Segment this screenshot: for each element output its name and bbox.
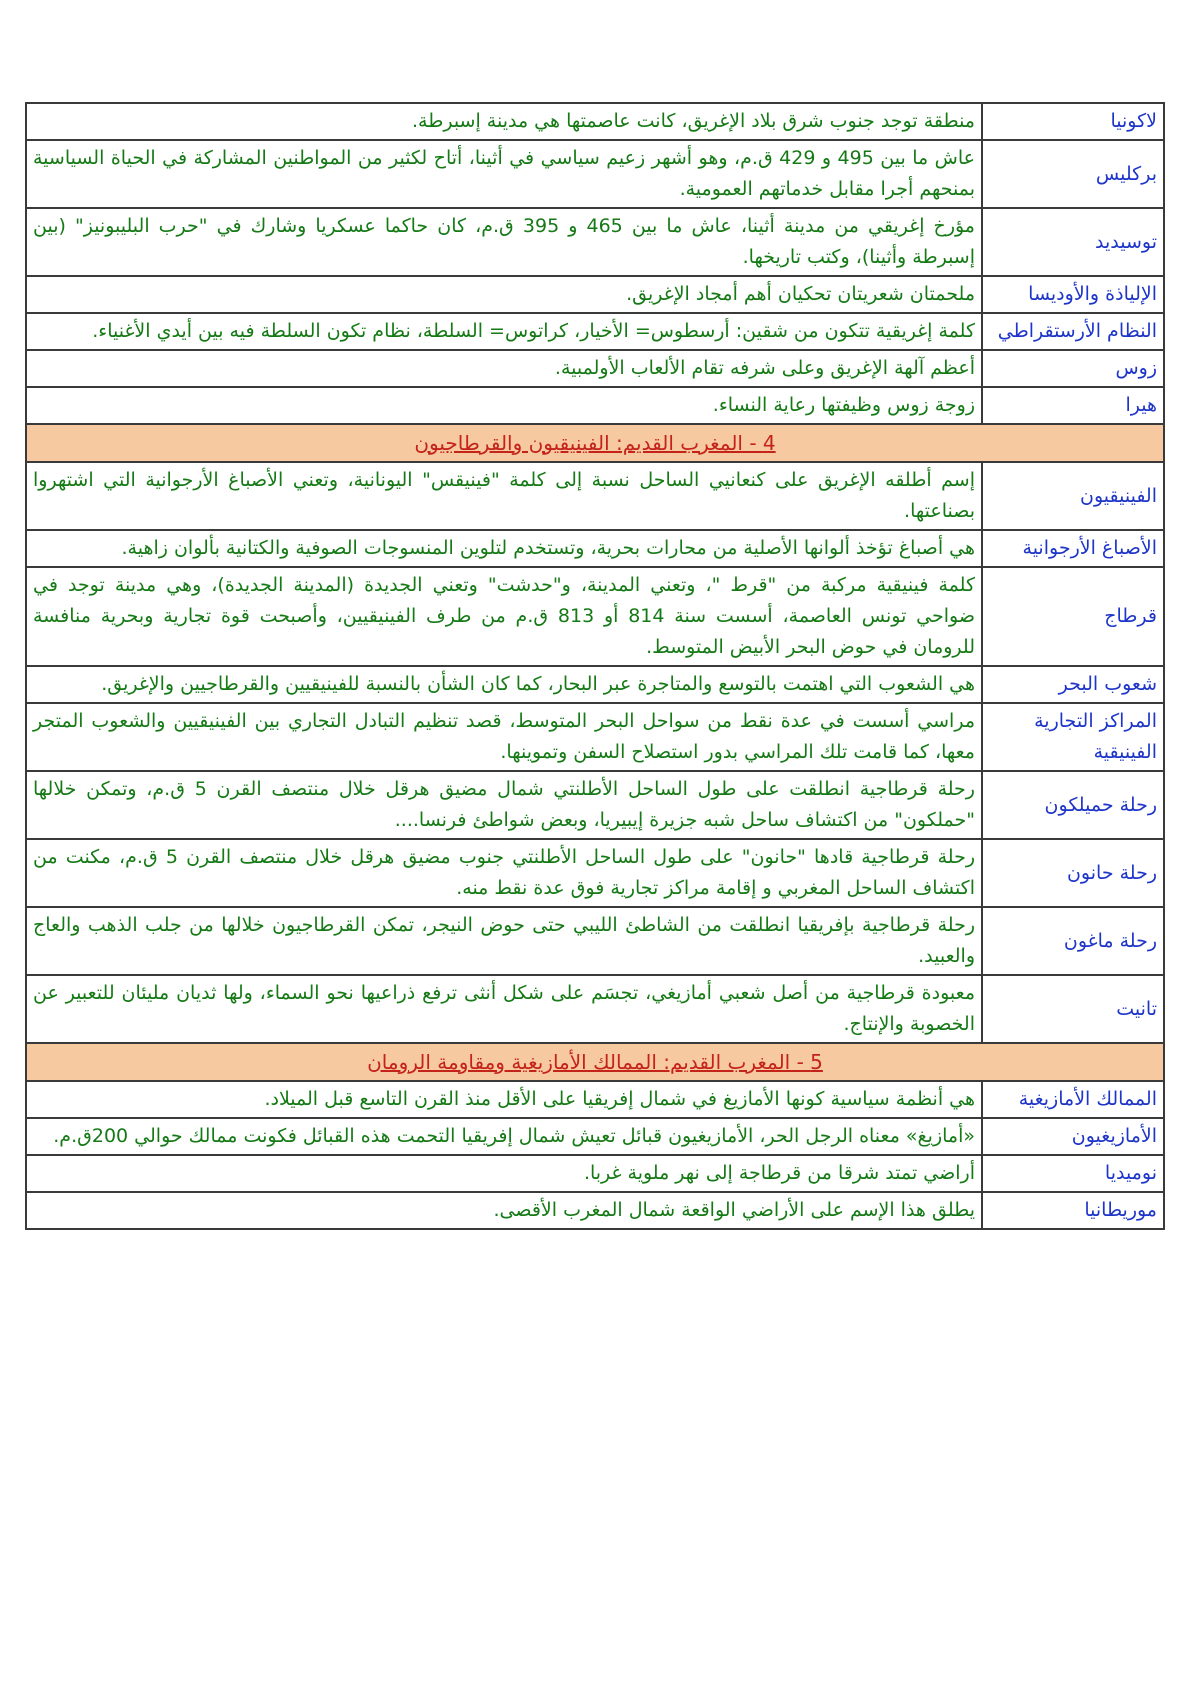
definition-cell: منطقة توجد جنوب شرق بلاد الإغريق، كانت عاصمتها هي مدينة إسبرطة.: [26, 103, 982, 140]
glossary-row: [26, 839, 1164, 907]
glossary-row: [26, 666, 1164, 703]
glossary-row: [26, 387, 1164, 424]
definition-cell: رحلة قرطاجية بإفريقيا انطلقت من الشاطئ الليبي حتى حوض النيجر، تمكن القرطاجيون خلالها من جلب الذهب والعاج والعبيد.: [26, 907, 982, 975]
section-title: 5 - المغرب القديم: الممالك الأمازيغية ومقاومة الرومان: [367, 1050, 823, 1074]
section-header-row: [26, 1043, 1164, 1081]
term-cell: الإلياذة والأوديسا: [982, 276, 1164, 313]
term-cell: رحلة حميلكون: [982, 771, 1164, 839]
definition-cell: «أمازيغ» معناه الرجل الحر، الأمازيغيون قبائل تعيش شمال إفريقيا التحمت هذه القبائل فكونت ممالك حوالي 200ق.م.: [26, 1118, 982, 1155]
definition-cell: هي الشعوب التي اهتمت بالتوسع والمتاجرة عبر البحار، كما كان الشأن بالنسبة للفينيقيين والقرطاجيين والإغريق.: [26, 666, 982, 703]
definition-cell: رحلة قرطاجية قادها "حانون" على طول الساحل الأطلنتي جنوب مضيق هرقل خلال منتصف القرن 5 ق.م، مكنت من اكتشاف الساحل المغربي و إقامة مراكز تجارية فوق عدة نقط منه.: [26, 839, 982, 907]
glossary-row: [26, 1155, 1164, 1192]
term-cell: تانيت: [982, 975, 1164, 1043]
glossary-row: [26, 140, 1164, 208]
term-cell: الممالك الأمازيغية: [982, 1081, 1164, 1118]
glossary-row: [26, 530, 1164, 567]
section-header-cell: [26, 424, 1164, 462]
glossary-table: [25, 102, 1165, 1230]
term-cell: رحلة حانون: [982, 839, 1164, 907]
glossary-row: [26, 567, 1164, 666]
glossary-row: [26, 1081, 1164, 1118]
term-cell: هيرا: [982, 387, 1164, 424]
glossary-row: [26, 208, 1164, 276]
document-page: [25, 102, 1165, 1230]
glossary-row: [26, 771, 1164, 839]
definition-cell: أعظم آلهة الإغريق وعلى شرفه تقام الألعاب الأولمبية.: [26, 350, 982, 387]
term-cell: نوميديا: [982, 1155, 1164, 1192]
definition-cell: ملحمتان شعريتان تحكيان أهم أمجاد الإغريق.: [26, 276, 982, 313]
term-cell: المراكز التجارية الفينيقية: [982, 703, 1164, 771]
definition-cell: يطلق هذا الإسم على الأراضي الواقعة شمال المغرب الأقصى.: [26, 1192, 982, 1229]
section-title: 4 - المغرب القديم: الفينيقيون والقرطاجيون: [414, 431, 776, 455]
term-cell: توسيديد: [982, 208, 1164, 276]
definition-cell: زوجة زوس وظيفتها رعاية النساء.: [26, 387, 982, 424]
glossary-body: [26, 103, 1164, 1229]
glossary-row: [26, 462, 1164, 530]
term-cell: الفينيقيون: [982, 462, 1164, 530]
glossary-row: [26, 276, 1164, 313]
definition-cell: أراضي تمتد شرقا من قرطاجة إلى نهر ملوية غربا.: [26, 1155, 982, 1192]
term-cell: الأمازيغيون: [982, 1118, 1164, 1155]
term-cell: موريطانيا: [982, 1192, 1164, 1229]
definition-cell: رحلة قرطاجية انطلقت على طول الساحل الأطلنتي شمال مضيق هرقل خلال منتصف القرن 5 ق.م، وتمكن خلالها "حملكون" من اكتشاف ساحل شبه جزيرة إيبيريا، وبعض شواطئ فرنسا....: [26, 771, 982, 839]
definition-cell: مؤرخ إغريقي من مدينة أثينا، عاش ما بين 465 و 395 ق.م، كان حاكما عسكريا وشارك في "حرب البليبونيز" (بين إسبرطة وأثينا)، وكتب تاريخها.: [26, 208, 982, 276]
section-header-cell: [26, 1043, 1164, 1081]
definition-cell: كلمة إغريقية تتكون من شقين: أرسطوس= الأخيار، كراتوس= السلطة، نظام تكون السلطة فيه بين أيدي الأغنياء.: [26, 313, 982, 350]
definition-cell: هي أصباغ تؤخذ ألوانها الأصلية من محارات بحرية، وتستخدم لتلوين المنسوجات الصوفية والكتانية بألوان زاهية.: [26, 530, 982, 567]
definition-cell: هي أنظمة سياسية كونها الأمازيغ في شمال إفريقيا على الأقل منذ القرن التاسع قبل الميلاد.: [26, 1081, 982, 1118]
definition-cell: معبودة قرطاجية من أصل شعبي أمازيغي، تجسَم على شكل أنثى ترفع ذراعيها نحو السماء، ولها ثديان مليئان للتعبير عن الخصوبة والإنتاج.: [26, 975, 982, 1043]
term-cell: قرطاج: [982, 567, 1164, 666]
definition-cell: إسم أطلقه الإغريق على كنعانيي الساحل نسبة إلى كلمة "فينيقس" اليونانية، وتعني الأصباغ الأرجوانية التي اشتهروا بصناعتها.: [26, 462, 982, 530]
term-cell: بركليس: [982, 140, 1164, 208]
term-cell: رحلة ماغون: [982, 907, 1164, 975]
definition-cell: عاش ما بين 495 و 429 ق.م، وهو أشهر زعيم سياسي في أثينا، أتاح لكثير من المواطنين المشاركة في الحياة السياسية بمنحهم أجرا مقابل خدماتهم العمومية.: [26, 140, 982, 208]
glossary-row: [26, 907, 1164, 975]
glossary-row: [26, 703, 1164, 771]
glossary-row: [26, 975, 1164, 1043]
glossary-row: [26, 103, 1164, 140]
glossary-row: [26, 1118, 1164, 1155]
definition-cell: مراسي أسست في عدة نقط من سواحل البحر المتوسط، قصد تنظيم التبادل التجاري بين الفينيقيين والشعوب المتجر معها، كما قامت تلك المراسي بدور استصلاح السفن وتموينها.: [26, 703, 982, 771]
term-cell: شعوب البحر: [982, 666, 1164, 703]
term-cell: الأصباغ الأرجوانية: [982, 530, 1164, 567]
section-header-row: [26, 424, 1164, 462]
glossary-row: [26, 350, 1164, 387]
term-cell: لاكونيا: [982, 103, 1164, 140]
glossary-row: [26, 1192, 1164, 1229]
term-cell: زوس: [982, 350, 1164, 387]
definition-cell: كلمة فينيقية مركبة من "قرط "، وتعني المدينة، و"حدشت" وتعني الجديدة (المدينة الجديدة)، وهي مدينة توجد في ضواحي تونس العاصمة، أسست سنة 814 أو 813 ق.م من طرف الفينيقيين، وأصبحت قوة تجارية وبحرية منافسة للرومان في حوض البحر الأبيض المتوسط.: [26, 567, 982, 666]
glossary-row: [26, 313, 1164, 350]
term-cell: النظام الأرستقراطي: [982, 313, 1164, 350]
